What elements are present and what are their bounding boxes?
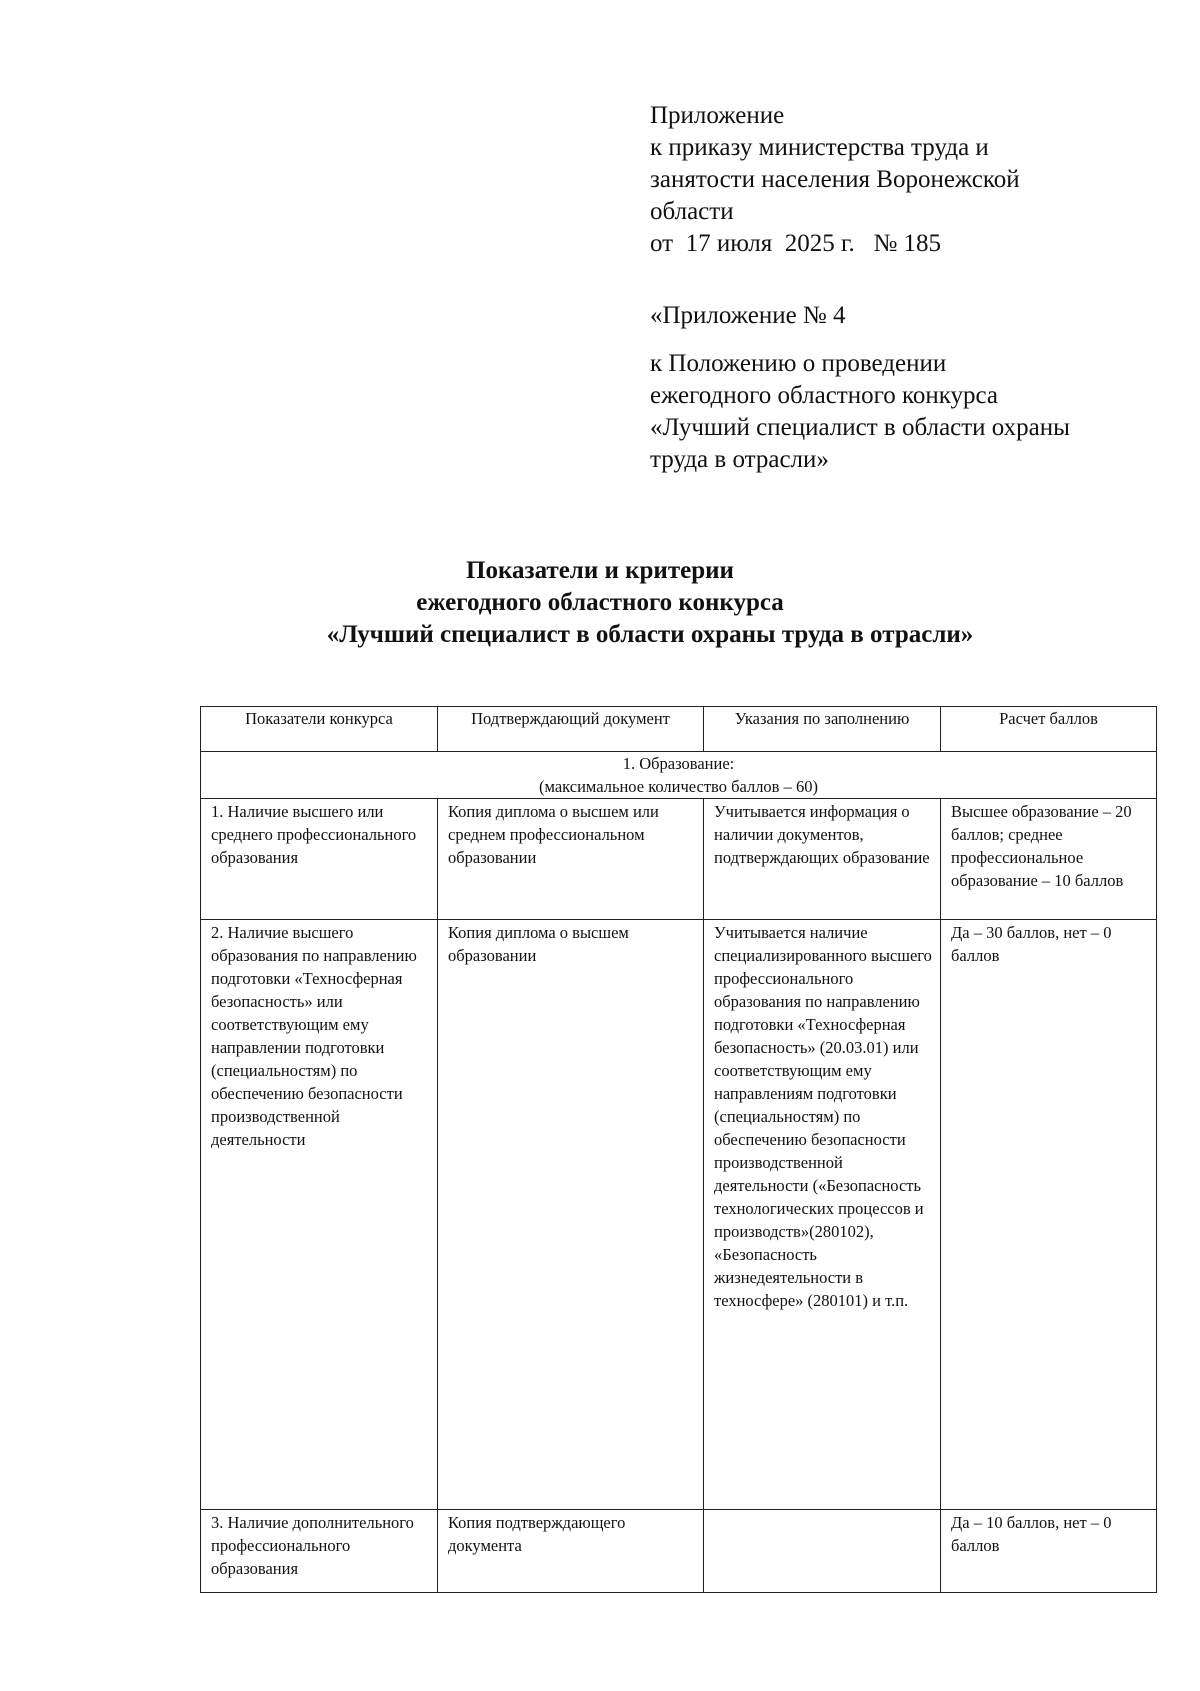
section-subtitle: (максимальное количество баллов – 60) [539, 777, 818, 796]
regulation-appendix-line: ежегодного областного конкурса [650, 382, 999, 409]
appendix-line: области [650, 198, 734, 225]
header-scoring: Расчет баллов [941, 707, 1157, 752]
cell-document: Копия диплома о высшем или среднем профессиональном образовании [438, 799, 704, 920]
regulation-appendix-title: «Приложение № 4 [650, 302, 846, 329]
header-instructions: Указания по заполнению [704, 707, 941, 752]
header-indicators: Показатели конкурса [201, 707, 438, 752]
header-supporting-document: Подтверждающий документ [438, 707, 704, 752]
section-row [201, 752, 1157, 799]
regulation-appendix-block [650, 300, 1170, 476]
criteria-table [200, 706, 1157, 1593]
regulation-appendix-line: к Положению о проведении [650, 350, 947, 377]
appendix-line: Приложение [650, 102, 785, 129]
table-row [201, 920, 1157, 1510]
cell-indicator: 3. Наличие дополнительного профессионального образования [201, 1510, 438, 1593]
cell-scoring: Да – 10 баллов, нет – 0 баллов [941, 1510, 1157, 1593]
appendix-line: занятости населения Воронежской [650, 166, 1020, 193]
order-date-number: от 17 июля 2025 г. № 185 [650, 230, 942, 257]
cell-instructions: Учитывается наличие специализированного высшего профессионального образования по направлению подготовки «Техносферная безопасность» (20.03.01) или соответствующим ему направлениям подготовки (специальностям) по обеспечению безопасности производственной деятельности («Безопасность технологических процессов и производств»(280102), «Безопасность жизнедеятельности в техносфере» (280101) и т.п. [704, 920, 941, 1510]
regulation-appendix-line: труда в отрасли» [650, 446, 829, 473]
table-row [201, 799, 1157, 920]
table-row [201, 1510, 1157, 1593]
cell-scoring: Высшее образование – 20 баллов; среднее профессиональное образование – 10 баллов [941, 799, 1157, 920]
document-heading [0, 555, 1200, 651]
regulation-appendix-line: «Лучший специалист в области охраны [650, 414, 1070, 441]
heading-line-3: «Лучший специалист в области охраны труда в отрасли» [326, 621, 974, 648]
appendix-line: к приказу министерства труда и [650, 134, 989, 161]
order-appendix-block [650, 100, 1150, 260]
cell-document: Копия подтверждающего документа [438, 1510, 704, 1593]
cell-indicator: 2. Наличие высшего образования по направлению подготовки «Техносферная безопасность» или соответствующим ему направлении подготовки (специальностям) по обеспечению безопасности производственной деятельности [201, 920, 438, 1510]
cell-instructions: Учитывается информация о наличии документов, подтверждающих образование [704, 799, 941, 920]
heading-line-2: ежегодного областного конкурса [416, 589, 784, 616]
cell-indicator: 1. Наличие высшего или среднего профессионального образования [201, 799, 438, 920]
section-cell [201, 752, 1157, 799]
section-title: 1. Образование: [622, 754, 735, 773]
cell-document: Копия диплома о высшем образовании [438, 920, 704, 1510]
cell-scoring: Да – 30 баллов, нет – 0 баллов [941, 920, 1157, 1510]
heading-line-1: Показатели и критерии [466, 557, 734, 584]
cell-instructions [704, 1510, 941, 1593]
table-header-row [201, 707, 1157, 752]
